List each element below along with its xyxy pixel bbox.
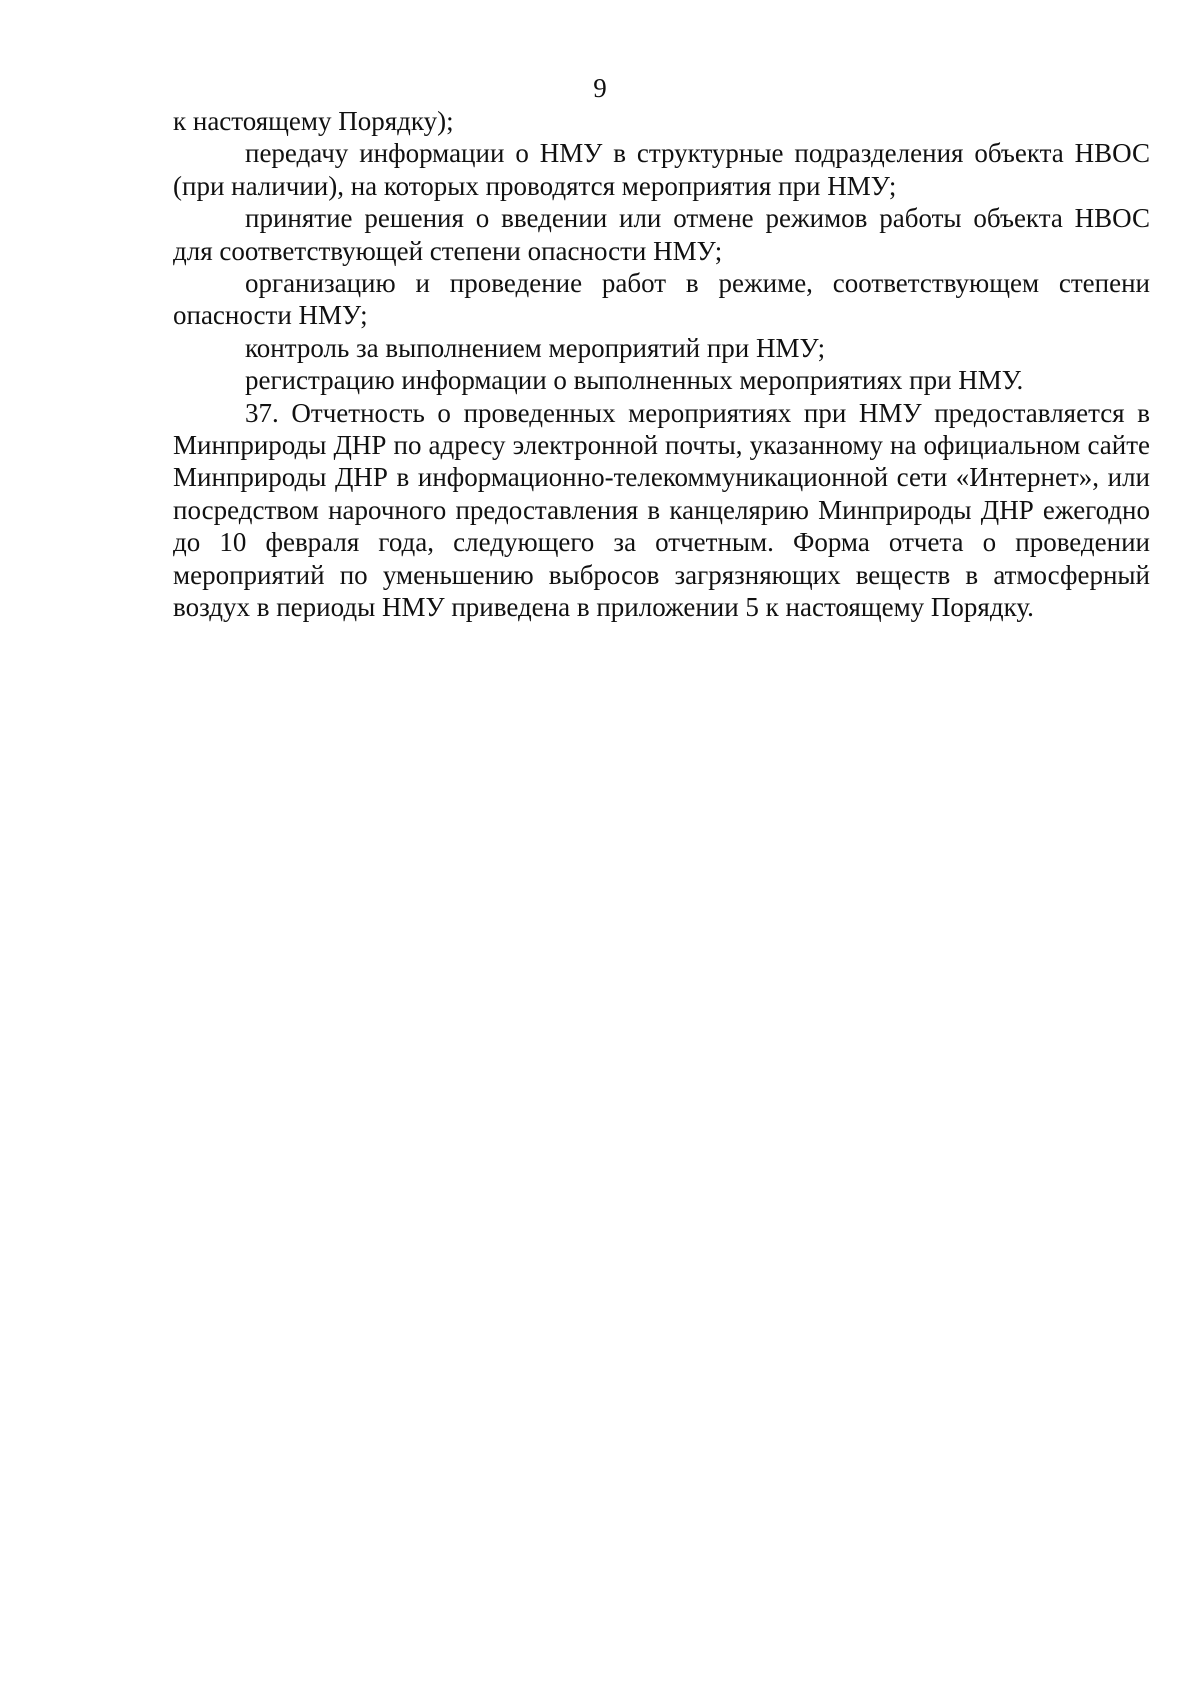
- paragraph-list-item: регистрацию информации о выполненных мероприятиях при НМУ.: [245, 365, 1024, 396]
- paragraph-list-item: передачу информации о НМУ в структурные подразделения объекта НВОС (при наличии), на которых проводятся мероприятия при НМУ;: [173, 138, 1150, 201]
- paragraph-list-item: принятие решения о введении или отмене режимов работы объекта НВОС для соответствующей степени опасности НМУ;: [173, 203, 1150, 266]
- page-number: 9: [593, 73, 607, 103]
- paragraph-list-item: организацию и проведение работ в режиме, соответствующем степени опасности НМУ;: [173, 268, 1150, 331]
- paragraph-list-item: контроль за выполнением мероприятий при НМУ;: [245, 332, 826, 363]
- document-body: [173, 105, 1150, 624]
- paragraph-continuation: к настоящему Порядку);: [173, 106, 454, 136]
- paragraph-clause-37: 37. Отчетность о проведенных мероприятиях при НМУ предоставляется в Минприроды ДНР по адресу электронной почты, указанному на официальном сайте Минприроды ДНР в информационно-телекоммуникационной сети «Интернет», или посредством нарочного предоставления в канцелярию Минприроды ДНР ежегодно до 10 февраля года, следующего за отчетным. Форма отчета о проведении мероприятий по уменьшению выбросов загрязняющих веществ в атмосферный воздух в периоды НМУ приведена в приложении 5 к настоящему Порядку.: [173, 397, 1150, 623]
